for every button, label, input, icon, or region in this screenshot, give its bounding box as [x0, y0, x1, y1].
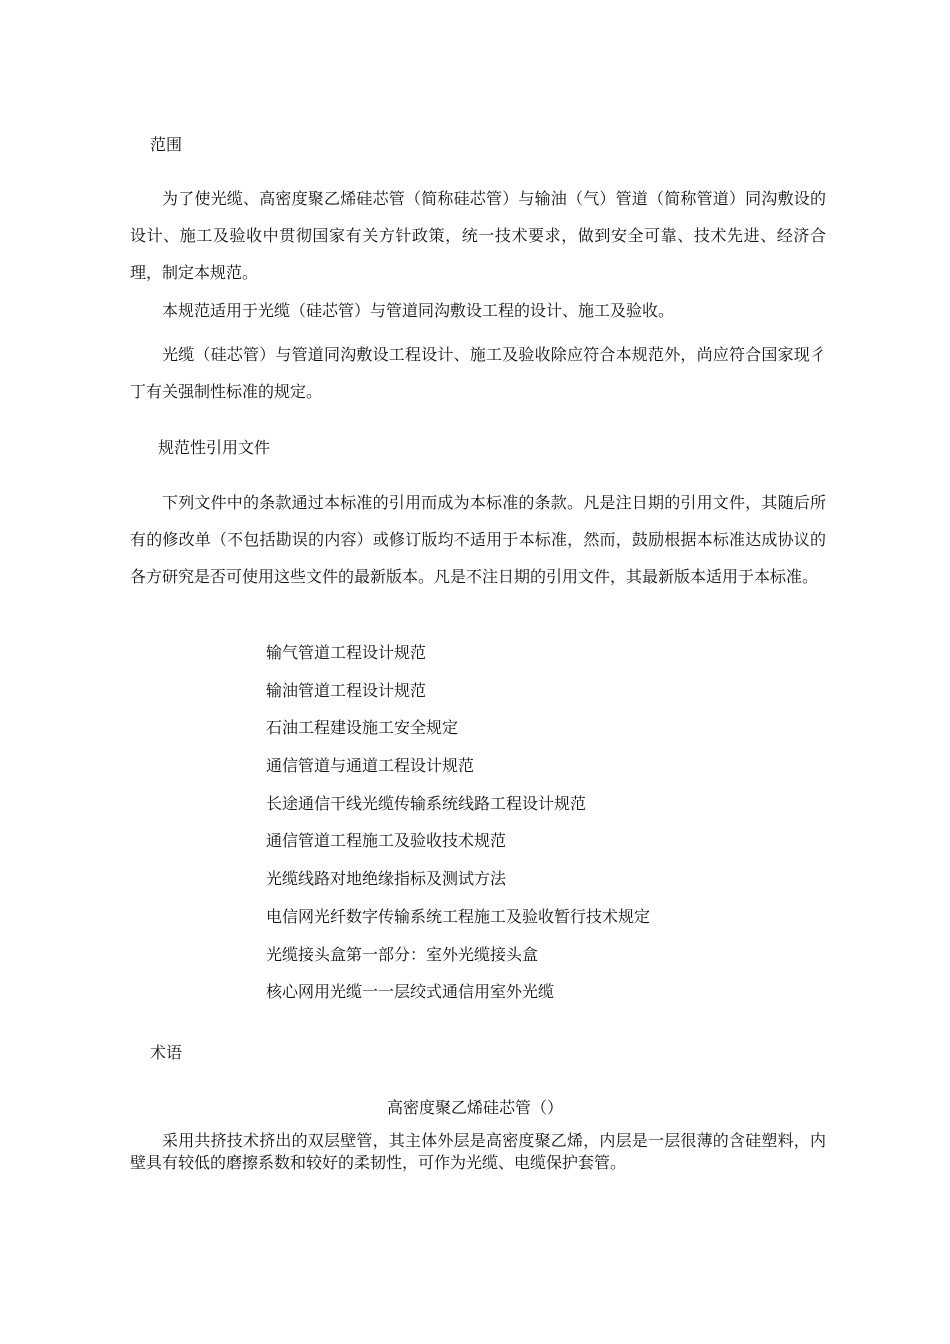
reference-item: 长途通信干线光缆传输系统线路工程设计规范	[266, 793, 587, 813]
term-title: 高密度聚乙烯硅芯管（）	[386, 1098, 563, 1117]
reference-item: 通信管道工程施工及验收技术规范	[266, 831, 507, 851]
reference-item: 电信网光纤数字传输系统工程施工及验收暂行技术规定	[266, 906, 651, 926]
section-title-references: 规范性引用文件	[158, 438, 271, 457]
references-intro-paragraph: 下列文件中的条款通过本标准的引用而成为本标准的条款。凡是注日期的引用文件，其随后所有的修改单（不包括勘误的内容）或修订版均不适用于本标准，然而，鼓励根据本标准达成协议的各方研究是否可使用这些文件的最新版本。凡是不注日期的引用文件，其最新版本适用于本标准。	[130, 493, 826, 586]
reference-item: 核心网用光缆一一层绞式通信用室外光缆	[266, 982, 555, 1002]
section-title-scope: 范围	[150, 135, 183, 154]
scope-paragraph-1: 为了使光缆、高密度聚乙烯硅芯管（简称硅芯管）与输油（气）管道（简称管道）同沟敷设的设计、施工及验收中贯彻国家有关方针政策，统一技术要求，做到安全可靠、技术先进、经济合理，制定本规范。	[130, 189, 826, 282]
reference-item: 光缆接头盒第一部分：室外光缆接头盒	[266, 944, 539, 964]
reference-item: 输气管道工程设计规范	[266, 643, 427, 662]
reference-item: 石油工程建设施工安全规定	[266, 718, 459, 738]
section-title-terms: 术语	[150, 1043, 183, 1062]
scope-paragraph-2: 本规范适用于光缆（硅芯管）与管道同沟敷设工程的设计、施工及验收。	[162, 301, 675, 320]
reference-item: 光缆线路对地绝缘指标及测试方法	[266, 869, 507, 889]
reference-item: 输油管道工程设计规范	[266, 680, 427, 700]
term-definition-paragraph: 采用共挤技术挤出的双层壁管，其主体外层是高密度聚乙烯，内层是一层很薄的含硅塑料，内壁具有较低的磨擦系数和较好的柔韧性，可作为光缆、电缆保护套管。	[130, 1131, 826, 1172]
reference-list	[266, 642, 650, 1019]
reference-item: 通信管道与通道工程设计规范	[266, 756, 475, 776]
scope-paragraph-3: 光缆（硅芯管）与管道同沟敷设工程设计、施工及验收除应符合本规范外，尚应符合国家现彳丁有关强制性标准的规定。	[130, 345, 826, 401]
